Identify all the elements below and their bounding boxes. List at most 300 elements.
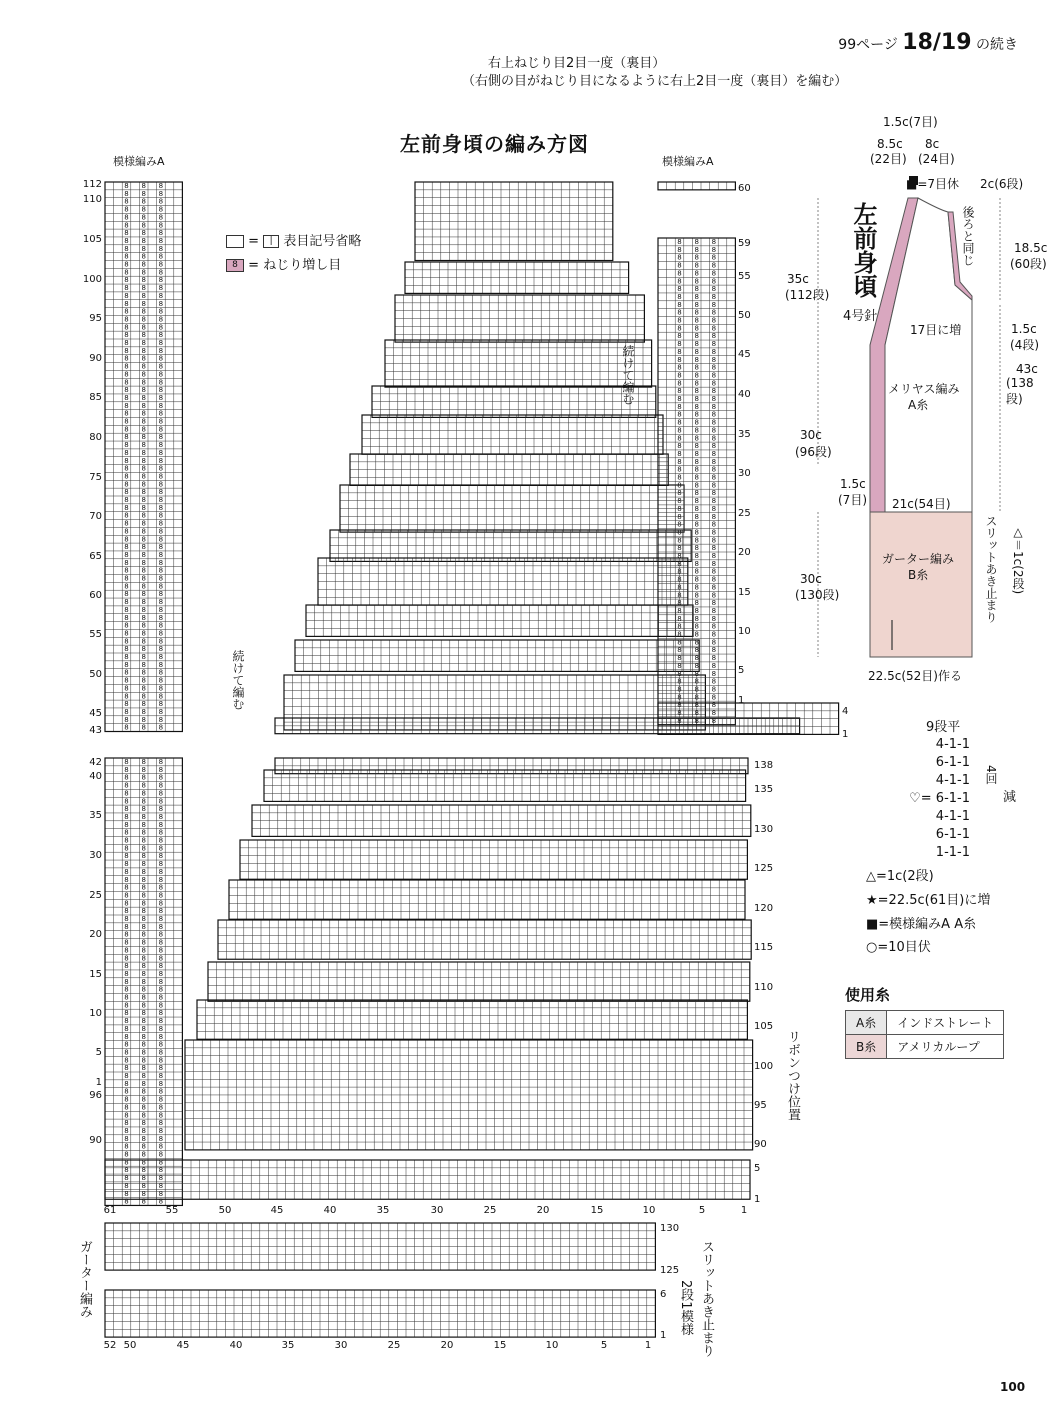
- twist-symbol: 8: [124, 676, 129, 685]
- twist-symbol: 8: [711, 693, 717, 702]
- twist-symbol: 8: [141, 907, 146, 916]
- twist-symbol: 8: [158, 1040, 164, 1049]
- twist-symbol: 8: [677, 442, 682, 451]
- yarn-row: [846, 1035, 1004, 1059]
- twist-symbol: 8: [694, 245, 699, 254]
- twist-symbol: 8: [677, 520, 682, 529]
- twist-symbol: 8: [124, 938, 129, 947]
- twist-symbol: 8: [158, 707, 164, 716]
- garter-grid-bottom: [105, 1290, 655, 1337]
- twist-symbol: 8: [677, 363, 682, 372]
- dec-row: 6-1-1: [935, 827, 970, 842]
- row-label-left-mid: 25: [89, 890, 102, 901]
- twist-symbol: 8: [124, 503, 129, 512]
- twist-symbol: 8: [677, 544, 682, 553]
- twist-symbol: 8: [141, 1056, 146, 1065]
- header-page-ref: 99ページ: [838, 37, 898, 53]
- twist-symbol: 8: [124, 605, 129, 614]
- legend-blank-text: 表目記号省略: [283, 234, 362, 249]
- twist-symbol: 8: [158, 1197, 164, 1206]
- twist-symbol: 8: [141, 1189, 146, 1198]
- upper-body-base: [275, 718, 800, 734]
- twist-symbol: 8: [141, 1174, 146, 1183]
- twist-symbol: 8: [141, 393, 146, 402]
- twist-symbol: 8: [141, 323, 146, 332]
- twist-symbol: 8: [677, 387, 682, 396]
- twist-symbol: 8: [711, 442, 717, 451]
- twist-symbol: 8: [124, 189, 129, 198]
- header-pages: 18/19: [902, 30, 972, 55]
- twist-symbol: 8: [711, 677, 717, 686]
- twist-symbol: 8: [711, 387, 717, 396]
- twist-symbol: 8: [694, 371, 699, 380]
- twist-symbol: 8: [711, 630, 717, 639]
- twist-symbol: 8: [124, 899, 129, 908]
- twist-symbol: 8: [158, 386, 164, 395]
- dec-header: 9段平: [926, 720, 961, 735]
- sch-m12: 43c: [1016, 362, 1038, 376]
- twist-symbol: 8: [677, 238, 682, 246]
- twist-symbol: 8: [124, 875, 129, 884]
- twist-symbol: 8: [677, 622, 682, 631]
- upper-body-step-lines: [415, 182, 613, 261]
- twist-symbol: 8: [141, 1134, 146, 1143]
- twist-symbol: 8: [711, 395, 717, 403]
- twist-symbol: 8: [677, 606, 682, 615]
- row-label-left-top: 90: [89, 353, 102, 364]
- lower-body-step-border: [240, 840, 747, 879]
- twist-symbol: 8: [141, 205, 146, 214]
- twist-symbol: 8: [141, 852, 146, 861]
- sch-m8: 35c: [787, 272, 809, 286]
- twist-symbol: 8: [677, 504, 682, 513]
- twist-symbol: 8: [141, 182, 146, 190]
- twist-symbol: 8: [158, 930, 164, 939]
- twist-symbol: 8: [141, 891, 146, 900]
- twist-swatch-icon: 8: [226, 259, 244, 272]
- twist-symbol: 8: [158, 221, 164, 230]
- upper-body-step-lines: [306, 605, 693, 636]
- twist-symbol: 8: [158, 519, 164, 528]
- twist-symbol: 8: [158, 781, 164, 790]
- twist-symbol: 8: [711, 379, 717, 388]
- upper-body-step-lines: [340, 485, 684, 532]
- twist-symbol: 8: [677, 685, 682, 694]
- upper-body-step: [340, 485, 684, 532]
- twist-symbol: 8: [141, 812, 146, 821]
- row-label-right-top: 50: [738, 310, 751, 321]
- twist-symbol: 8: [158, 1017, 164, 1026]
- twist-symbol: 8: [158, 765, 164, 774]
- stitch-label-bottom: 45: [270, 1205, 284, 1216]
- row-label-right-top: 5: [738, 665, 745, 676]
- legend-twist-eq: =: [248, 258, 260, 273]
- twist-symbol: 8: [711, 434, 717, 443]
- twist-symbol: 8: [158, 645, 164, 654]
- twist-symbol: 8: [158, 1134, 164, 1143]
- twist-symbol: 8: [677, 269, 682, 278]
- row-label-right-mid: 110: [754, 982, 774, 993]
- right-pattern-top-row-border: [658, 182, 735, 190]
- lower-body-step: [185, 1040, 753, 1150]
- garter-row-label: 6: [660, 1289, 667, 1300]
- garter-stitch-label: 35: [281, 1340, 295, 1351]
- twist-symbol: 8: [124, 1119, 129, 1128]
- row-label-right-top: 30: [738, 468, 751, 479]
- twist-symbol: 8: [124, 707, 129, 716]
- twist-symbol: 8: [694, 442, 699, 451]
- twist-symbol: 8: [158, 860, 164, 869]
- twist-symbol: 8: [677, 285, 682, 294]
- row-label-right-mid: 90: [754, 1139, 767, 1150]
- garter-stitch-label: 40: [229, 1340, 243, 1351]
- twist-symbol: 8: [141, 1064, 146, 1073]
- twist-symbol: 8: [711, 520, 717, 529]
- sch-m11: メリヤス編み: [888, 382, 960, 396]
- row-label-left-mid: 20: [89, 929, 102, 940]
- sch-m17: 30c: [800, 572, 822, 586]
- row-label-right-top: 55: [738, 271, 751, 282]
- twist-symbol: 8: [158, 891, 164, 900]
- twist-symbol: 8: [141, 985, 146, 994]
- twist-symbol: 8: [158, 260, 164, 269]
- twist-symbol: 8: [141, 464, 146, 473]
- twist-symbol: 8: [677, 292, 682, 301]
- twist-symbol: 8: [124, 1032, 129, 1041]
- twist-symbol: 8: [677, 465, 682, 474]
- twist-symbol: 8: [158, 1126, 164, 1135]
- twist-symbol: 8: [124, 182, 129, 190]
- twist-symbol: 8: [124, 836, 129, 845]
- twist-symbol: 8: [677, 638, 682, 647]
- legend-blank-eq: =: [248, 234, 260, 249]
- twist-symbol: 8: [158, 558, 164, 567]
- twist-symbol: 8: [158, 867, 164, 876]
- twist-symbol: 8: [124, 244, 129, 253]
- twist-symbol: 8: [694, 489, 699, 498]
- twist-symbol: 8: [677, 614, 682, 623]
- twist-symbol: 8: [711, 622, 717, 631]
- pattern-label-right: 模様編みA: [662, 155, 714, 168]
- twist-symbol: 8: [158, 907, 164, 916]
- right-pattern-top-row-lines: [658, 182, 735, 190]
- row-label-right-top: 60: [738, 183, 751, 194]
- twist-symbol: 8: [158, 464, 164, 473]
- twist-symbol: 8: [694, 316, 699, 325]
- twist-symbol: 8: [711, 269, 717, 278]
- twist-symbol: 8: [677, 654, 682, 663]
- twist-symbol: 8: [124, 566, 129, 575]
- row-label-left-top: 105: [82, 234, 102, 245]
- garter-grid-top: [105, 1223, 655, 1270]
- twist-symbol: 8: [158, 331, 164, 340]
- twist-symbol: 8: [124, 684, 129, 693]
- twist-symbol: 8: [141, 1009, 146, 1018]
- twist-symbol: 8: [677, 261, 682, 270]
- row-label-left-top: 45: [89, 708, 102, 719]
- lower-body-step-lines: [240, 840, 747, 879]
- twist-symbol: 8: [141, 700, 146, 709]
- twist-symbol: 8: [158, 962, 164, 971]
- stitch-label-bottom: 35: [376, 1205, 390, 1216]
- twist-symbol: 8: [677, 669, 682, 678]
- twist-symbol: 8: [158, 574, 164, 583]
- twist-symbol: 8: [158, 676, 164, 685]
- twist-symbol: 8: [141, 1017, 146, 1026]
- twist-symbol: 8: [141, 1001, 146, 1010]
- twist-symbol: 8: [711, 654, 717, 663]
- lower-body-step: [208, 962, 750, 1001]
- upper-body-step-lines: [350, 454, 668, 485]
- sch-m13: 30c: [800, 428, 822, 442]
- sch-m17b: (130段): [795, 588, 840, 602]
- twist-symbol: 8: [141, 244, 146, 253]
- lower-body-step-lines: [185, 1040, 753, 1150]
- twist-symbol: 8: [141, 797, 146, 806]
- twist-symbol: 8: [124, 977, 129, 986]
- note-pattern: ■=模様編みA A糸: [866, 917, 977, 932]
- twist-symbol: 8: [158, 550, 164, 559]
- twist-symbol: 8: [141, 339, 146, 347]
- stitch-label-bottom: 30: [430, 1205, 444, 1216]
- twist-symbol: 8: [677, 340, 682, 349]
- twist-symbol: 8: [124, 985, 129, 994]
- twist-symbol: 8: [141, 977, 146, 986]
- twist-symbol: 8: [141, 480, 146, 489]
- row-label-right-top: 4: [842, 706, 849, 717]
- twist-symbol: 8: [124, 820, 129, 829]
- row-label-right-mid: 130: [754, 824, 774, 835]
- twist-symbol: 8: [141, 993, 146, 1002]
- twist-symbol: 8: [677, 253, 682, 262]
- stitch-label-bottom: 61: [103, 1205, 117, 1216]
- dec-row: ♡= 6-1-1: [909, 791, 970, 806]
- twist-symbol: 8: [124, 789, 129, 798]
- twist-symbol: 8: [141, 621, 146, 630]
- twist-symbol: 8: [124, 930, 129, 939]
- dec-row: 4-1-1: [935, 737, 970, 752]
- row-label-left-top: 75: [89, 472, 102, 483]
- twist-symbol: 8: [158, 828, 164, 837]
- ribbing-grid-border: [105, 1160, 750, 1199]
- twist-symbol: 8: [158, 969, 164, 978]
- twist-symbol: 8: [694, 661, 699, 670]
- twist-symbol: 8: [694, 614, 699, 623]
- twist-symbol: 8: [124, 645, 129, 654]
- twist-symbol: 8: [158, 1166, 164, 1175]
- twist-symbol: 8: [124, 1189, 129, 1198]
- row-label-left-top: 80: [89, 432, 102, 443]
- twist-symbol: 8: [124, 590, 129, 599]
- twist-symbol: 8: [141, 590, 146, 599]
- row-label-right-top: 40: [738, 389, 751, 400]
- upper-body-step-lines: [385, 340, 652, 387]
- twist-symbol: 8: [124, 197, 129, 206]
- twist-symbol: 8: [694, 238, 699, 246]
- lower-body-step: [197, 1000, 747, 1039]
- twist-symbol: 8: [158, 488, 164, 497]
- twist-symbol: 8: [124, 268, 129, 277]
- twist-symbol: 8: [124, 1150, 129, 1159]
- twist-symbol: 8: [694, 426, 699, 435]
- sch-m4: ■=7目休: [906, 177, 960, 191]
- twist-symbol: 8: [124, 1087, 129, 1096]
- twist-symbol: 8: [694, 693, 699, 702]
- twist-symbol: 8: [124, 252, 129, 261]
- twist-symbol: 8: [694, 685, 699, 694]
- twist-symbol: 8: [694, 308, 699, 317]
- row-label-left-top: 65: [89, 551, 102, 562]
- dec-label: 減: [1003, 790, 1017, 805]
- twist-symbol: 8: [124, 582, 129, 591]
- twist-symbol: 8: [694, 638, 699, 647]
- twist-symbol: 8: [158, 789, 164, 798]
- twist-symbol: 8: [711, 614, 717, 623]
- sch-m15: 21c(54目): [892, 497, 951, 511]
- twist-symbol: 8: [141, 307, 146, 316]
- row-label-left-mid: 90: [89, 1135, 102, 1146]
- twist-symbol: 8: [141, 401, 146, 410]
- row-label-right-top: 45: [738, 349, 751, 360]
- row-label-left-mid: 5: [95, 1047, 102, 1058]
- slit-label: スリットあき止まり: [699, 1240, 714, 1357]
- twist-symbol: 8: [711, 261, 717, 270]
- lower-body-step: [218, 920, 751, 959]
- twist-symbol: 8: [694, 552, 699, 560]
- twist-symbol: 8: [158, 653, 164, 661]
- twist-symbol: 8: [694, 379, 699, 388]
- twist-symbol: 8: [141, 676, 146, 685]
- twist-symbol: 8: [158, 307, 164, 316]
- twist-symbol: 8: [677, 277, 682, 286]
- twist-symbol: 8: [158, 527, 164, 536]
- twist-symbol: 8: [158, 773, 164, 782]
- twist-symbol: 8: [141, 922, 146, 931]
- twist-symbol: 8: [124, 1134, 129, 1143]
- twist-symbol: 8: [677, 402, 682, 411]
- twist-symbol: 8: [124, 401, 129, 410]
- dec-rows: [896, 736, 970, 862]
- twist-symbol: 8: [124, 637, 129, 646]
- twist-symbol: 8: [124, 331, 129, 340]
- twist-symbol: 8: [694, 449, 699, 458]
- twist-symbol: 8: [141, 566, 146, 575]
- twist-symbol: 8: [124, 883, 129, 892]
- twist-symbol: 8: [124, 668, 129, 677]
- twist-symbol: 8: [124, 464, 129, 473]
- twist-symbol: 8: [158, 875, 164, 884]
- stitch-label-bottom: 15: [590, 1205, 604, 1216]
- twist-symbol: 8: [158, 598, 164, 607]
- twist-symbol: 8: [124, 370, 129, 379]
- garter-row-label: 1: [660, 1330, 667, 1341]
- row-label-left-top: 100: [82, 274, 102, 285]
- twist-symbol: 8: [158, 899, 164, 908]
- twist-symbol: 8: [158, 805, 164, 814]
- sch-m18: 22.5c(52目)作る: [868, 669, 962, 683]
- sch-m7: 18.5c: [1014, 241, 1048, 255]
- twist-symbol: 8: [711, 449, 717, 458]
- ribbing-grid-lines: [105, 1160, 750, 1199]
- stitch-label-bottom: 40: [323, 1205, 337, 1216]
- twist-symbol: 8: [141, 299, 146, 308]
- yarn-name: インドストレート: [887, 1011, 1004, 1035]
- twist-symbol: 8: [141, 1048, 146, 1057]
- twist-symbol: 8: [711, 324, 717, 333]
- twist-symbol: 8: [141, 715, 146, 724]
- twist-symbol: 8: [141, 284, 146, 293]
- twist-symbol: 8: [124, 511, 129, 520]
- twist-symbol: 8: [711, 646, 717, 655]
- twist-symbol: 8: [158, 1032, 164, 1041]
- twist-symbol: 8: [677, 324, 682, 333]
- twist-symbol: 8: [141, 1197, 146, 1206]
- twist-symbol: 8: [141, 613, 146, 622]
- ribbing-grid: [105, 1160, 750, 1199]
- twist-symbol: 8: [158, 836, 164, 845]
- garter-stitch-label: 20: [440, 1340, 454, 1351]
- sch-m8b: (112段): [785, 288, 830, 302]
- twist-symbol: 8: [677, 316, 682, 325]
- twist-symbol: 8: [141, 899, 146, 908]
- twist-symbol: 8: [677, 347, 682, 356]
- twist-symbol: 8: [694, 622, 699, 631]
- sch-m16: ガーター編み: [882, 552, 955, 566]
- twist-symbol: 8: [158, 700, 164, 709]
- twist-symbol: 8: [677, 701, 682, 710]
- twist-symbol: 8: [158, 252, 164, 261]
- twist-symbol: 8: [141, 331, 146, 340]
- twist-symbol: 8: [124, 472, 129, 481]
- twist-symbol: 8: [158, 299, 164, 308]
- twist-symbol: 8: [694, 410, 699, 419]
- yarn-key: A糸: [846, 1011, 887, 1035]
- twist-symbol: 8: [141, 805, 146, 814]
- twist-symbol: 8: [677, 512, 682, 521]
- twist-symbol: 8: [141, 684, 146, 693]
- twist-symbol: 8: [124, 1197, 129, 1206]
- twist-symbol: 8: [711, 245, 717, 254]
- garter-stitch-label: 5: [600, 1340, 608, 1351]
- yarn-name: アメリカループ: [887, 1035, 1004, 1059]
- twist-symbol: 8: [124, 425, 129, 434]
- twist-symbol: 8: [124, 496, 129, 504]
- twist-symbol: 8: [158, 378, 164, 387]
- twist-symbol: 8: [158, 954, 164, 963]
- twist-symbol: 8: [124, 1040, 129, 1049]
- twist-symbol: 8: [158, 812, 164, 821]
- top-note-line1: 右上ねじり目2目一度（裏目）: [488, 56, 666, 71]
- twist-symbol: 8: [694, 363, 699, 372]
- twist-symbol: 8: [158, 1181, 164, 1190]
- twist-symbol: 8: [158, 590, 164, 599]
- twist-symbol: 8: [124, 915, 129, 923]
- note-star: ★=22.5c(61目)に増: [866, 893, 991, 908]
- twist-symbol: 8: [677, 599, 682, 608]
- twist-symbol: 8: [124, 393, 129, 402]
- twist-symbol: 8: [141, 789, 146, 798]
- twist-symbol: 8: [158, 1079, 164, 1088]
- twist-symbol: 8: [124, 417, 129, 426]
- twist-symbol: 8: [677, 677, 682, 686]
- twist-symbol: 8: [711, 457, 717, 466]
- lower-body-step-border: [208, 962, 750, 1001]
- row-label-left-mid: 15: [89, 969, 102, 980]
- upper-body-step: [362, 415, 663, 454]
- twist-symbol: 8: [124, 1174, 129, 1183]
- twist-symbol: 8: [694, 261, 699, 270]
- twist-symbol: 8: [124, 805, 129, 814]
